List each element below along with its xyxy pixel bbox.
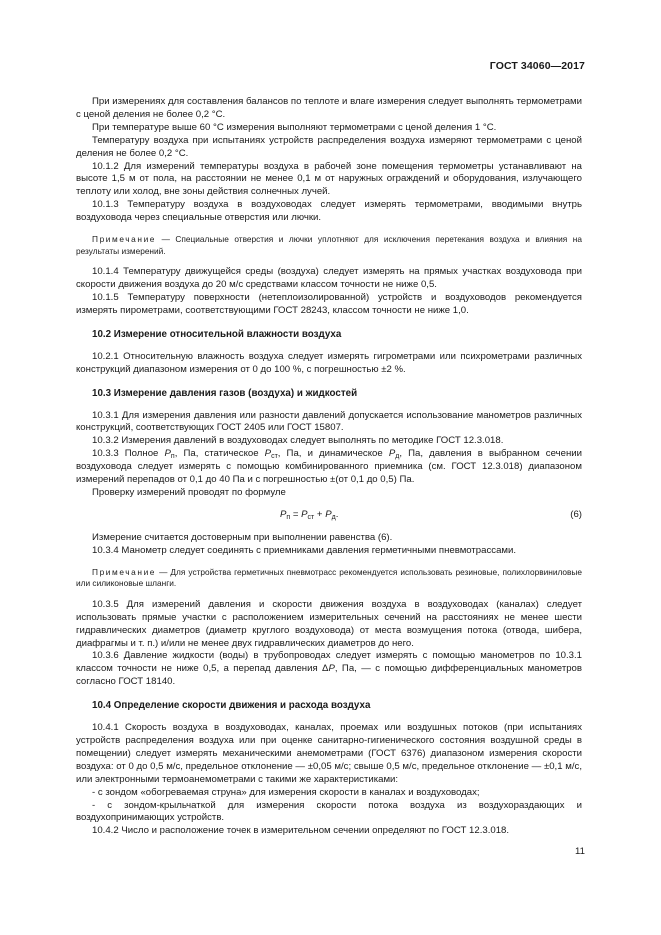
note-label: Примечание [92,234,157,245]
section-heading: 10.4 Определение скорости движения и расхода воздуха [92,700,371,712]
symbol-p: P [325,508,332,520]
text: , Па, статическое [174,448,265,460]
subscript: д [395,453,400,461]
paragraph: 10.3.2 Измерения давлений в воздуховодах следует выполнять по методике ГОСТ 12.3.018. [92,435,504,447]
paragraph: Проверку измерений проводят по формуле [92,486,286,498]
list-item: - с зондом «обогреваемая струна» для измерения скорости в каналах и воздуховодах; [92,786,480,798]
symbol-p: P [301,508,308,520]
paragraph: 10.1.2 Для измерений температуры воздуха в рабочей зоне помещения термометры устанавливают на высоте 1,5 м от пола, на расстоянии не менее 0,1 м от наружных ограждений и оборудования, излучающего теплоту или холод, вне зоны действия солнечных лучей. [76,160,582,198]
document-header: ГОСТ 34060—2017 [489,60,585,72]
note-label: Примечание [92,566,157,577]
symbol-p: P [164,448,171,460]
symbol-p: P [388,448,396,460]
document-body [76,96,582,838]
formula [76,509,582,523]
subscript: ст [307,513,315,521]
note [76,567,582,590]
paragraph: Измерение считается достоверным при выполнении равенства (6). [92,531,393,543]
paragraph: 10.4.2 Число и расположение точек в измерительном сечении определяют по ГОСТ 12.3.018. [92,825,510,837]
paragraph: 10.3.5 Для измерений давления и скорости движения воздуха в воздуховодах (каналах) следует использовать прямые участки с расположением измерительных сечений на расстояниях не менее шести гидравлических диаметров (диаметр круглого воздуховода) от места возмущения потока (отвода, шибера, диафрагмы и т. п.) и/или не менее двух гидравлических диаметров до него. [76,598,582,649]
symbol-p: P [280,508,287,520]
section-heading: 10.2 Измерение относительной влажности воздуха [92,328,342,340]
plus-sign: + [314,508,326,520]
subscript: п [286,513,291,521]
paragraph: 10.4.1 Скорость воздуха в воздуховодах, каналах, проемах или воздушных потоков (при испытаниях устройств распределения воздуха или при оценке санитарно-гигиенического состояния воздушной среды в помещении) следует измерять механическими анемометрами (ГОСТ 6376) диапазоном измерения скорости воздуха: от 0 до 0,5 м/с, предельное отклонение — ±0,05 м/с; свыше 0,5 м/с, предельное отклонение — ±0,1 м/с, или электронными термоанемометрами с такими же характеристиками: [76,722,582,785]
paragraph: 10.1.3 Температуру воздуха в воздуховодах следует измерять термометрами, вводимыми внутрь воздуховода через специальные отверстия или лючки. [76,199,582,224]
page-number: 11 [575,846,585,857]
text: 10.3.6 Давление жидкости (воды) в трубопроводах следует измерять с помощью манометров по 10.3.1 классом точности не ниже 0,5, а перепад давления Δ [76,650,582,675]
subscript: ст [271,453,278,461]
paragraph: Температуру воздуха при испытаниях устройств распределения воздуха измеряют термометрами с ценой деления не более 0,2 °С. [76,134,582,159]
paragraph: 10.3.4 Манометр следует соединять с приемниками давления герметичными пневмотрассами. [92,544,517,556]
list-item: - с зондом-крыльчаткой для измерения скорости потока воздуха из воздухораздающих и воздухопринимающих устройств. [76,799,582,824]
section-heading: 10.3 Измерение давления газов (воздуха) и жидкостей [92,387,358,399]
paragraph [76,448,582,487]
note-text: — Для устройства герметичных пневмотрасс рекомендуется использовать резиновые, полихлорвиниловые или силиконовые шланги. [76,566,582,589]
text: , Па, давления в выбранном сечении воздуховода следует измерять с помощью комбинированного приемника (см. ГОСТ 12.3.018) диапазоном измерений перепадов от 0,1 до 40 Па и с погрешностью ±(от 0,1 до 0,5) Па. [76,448,582,486]
paragraph: При температуре выше 60 °С измерения выполняют термометрами с ценой деления 1 °С. [92,121,497,133]
formula-expression [280,509,338,522]
note-text: — Специальные отверстия и лючки уплотняют для исключения перетекания воздуха и влияния на результаты измерений. [76,234,582,256]
note [76,234,582,257]
text: 10.3.3 Полное [92,448,165,460]
paragraph: При измерениях для составления балансов по теплоте и влаге измерения следует выполнять термометрами с ценой деления не более 0,2 °С. [76,96,582,120]
text: , Па, и динамическое [277,448,389,460]
subscript: д [331,513,336,521]
formula-number: (6) [570,508,582,520]
symbol-p: P [264,448,272,460]
paragraph [76,650,582,689]
subscript: п [170,453,175,461]
text: , Па, — с помощью дифференциальных манометров согласно ГОСТ 18140. [76,663,582,688]
paragraph: 10.2.1 Относительную влажность воздуха следует измерять гигрометрами или психрометрами различных конструкций диапазоном измерения от 0 до 100 %, с погрешностью ±2 %. [76,350,582,375]
symbol-p: P [328,663,335,675]
paragraph: 10.3.1 Для измерения давления или разности давлений допускается использование манометров различных конструкций, соответствующих ГОСТ 2405 или ГОСТ 15807. [76,409,582,434]
equals-sign: = [290,508,302,520]
period: . [335,508,339,520]
paragraph: 10.1.5 Температуру поверхности (нетеплоизолированной) устройств и воздуховодов рекомендуется измерять пирометрами, соответствующими ГОСТ 28243, классом точности не ниже 1,0. [76,292,582,316]
paragraph: 10.1.4 Температуру движущейся среды (воздуха) следует измерять на прямых участках воздуховода при скорости движения воздуха до 20 м/с средствами классом точности не ниже 0,5. [76,266,582,291]
